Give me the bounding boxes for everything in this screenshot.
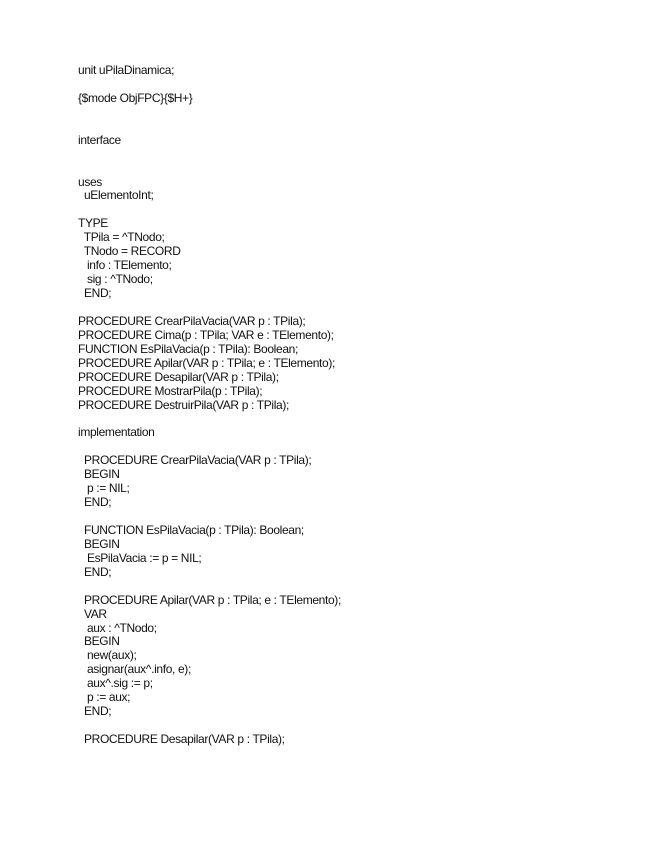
code-line: PROCEDURE CrearPilaVacia(VAR p : TPila); — [78, 313, 306, 328]
code-line — [78, 203, 341, 217]
code-line: PROCEDURE MostrarPila(p : TPila); — [78, 383, 263, 398]
code-line: info : TElemento; — [78, 258, 172, 273]
code-line: aux^.sig := p; — [78, 676, 153, 691]
code-line: END; — [78, 564, 112, 579]
code-line — [78, 412, 341, 426]
code-line: EsPilaVacia := p = NIL; — [78, 550, 202, 565]
code-line — [78, 78, 341, 92]
code-line — [78, 301, 341, 315]
code-line — [78, 719, 341, 733]
code-line: new(aux); — [78, 648, 137, 663]
code-line: asignar(aux^.info, e); — [78, 662, 191, 677]
code-line — [78, 162, 341, 176]
code-line: PROCEDURE Cima(p : TPila; VAR e : TElemento); — [78, 327, 334, 342]
code-listing — [78, 64, 341, 747]
code-line — [78, 440, 341, 454]
code-line: BEGIN — [78, 467, 120, 482]
code-line: TYPE — [78, 216, 108, 231]
code-line — [78, 148, 341, 162]
code-line — [78, 120, 341, 134]
code-line: BEGIN — [78, 536, 120, 551]
code-line: FUNCTION EsPilaVacia(p : TPila): Boolean; — [78, 522, 304, 537]
code-line: unit uPilaDinamica; — [78, 63, 175, 77]
code-line: implementation — [78, 425, 155, 440]
code-line: PROCEDURE Apilar(VAR p : TPila; e : TElemento); — [78, 355, 335, 370]
code-line: PROCEDURE DestruirPila(VAR p : TPila); — [78, 397, 289, 412]
code-line: p := NIL; — [78, 481, 130, 496]
code-line: BEGIN — [78, 634, 120, 649]
code-line: PROCEDURE Desapilar(VAR p : TPila); — [78, 732, 285, 746]
code-line — [78, 580, 341, 594]
code-line: PROCEDURE CrearPilaVacia(VAR p : TPila); — [78, 453, 312, 468]
code-line: VAR — [78, 606, 107, 621]
code-line: PROCEDURE Apilar(VAR p : TPila; e : TElemento); — [78, 592, 341, 607]
code-line — [78, 106, 341, 120]
code-line: sig : ^TNodo; — [78, 272, 153, 287]
code-line: {$mode ObjFPC}{$H+} — [78, 90, 193, 105]
code-line: uElementoInt; — [78, 188, 154, 203]
code-line: p := aux; — [78, 690, 131, 705]
code-line: aux : ^TNodo; — [78, 620, 157, 635]
code-line: END; — [78, 704, 112, 719]
code-line: END; — [78, 495, 112, 510]
code-line: TPila = ^TNodo; — [78, 230, 165, 245]
code-line — [78, 510, 341, 524]
code-line: uses — [78, 174, 102, 189]
code-line: END; — [78, 286, 112, 300]
code-line: FUNCTION EsPilaVacia(p : TPila): Boolean; — [78, 341, 298, 356]
code-line: TNodo = RECORD — [78, 244, 181, 259]
code-line: interface — [78, 132, 121, 147]
code-line: PROCEDURE Desapilar(VAR p : TPila); — [78, 369, 279, 384]
